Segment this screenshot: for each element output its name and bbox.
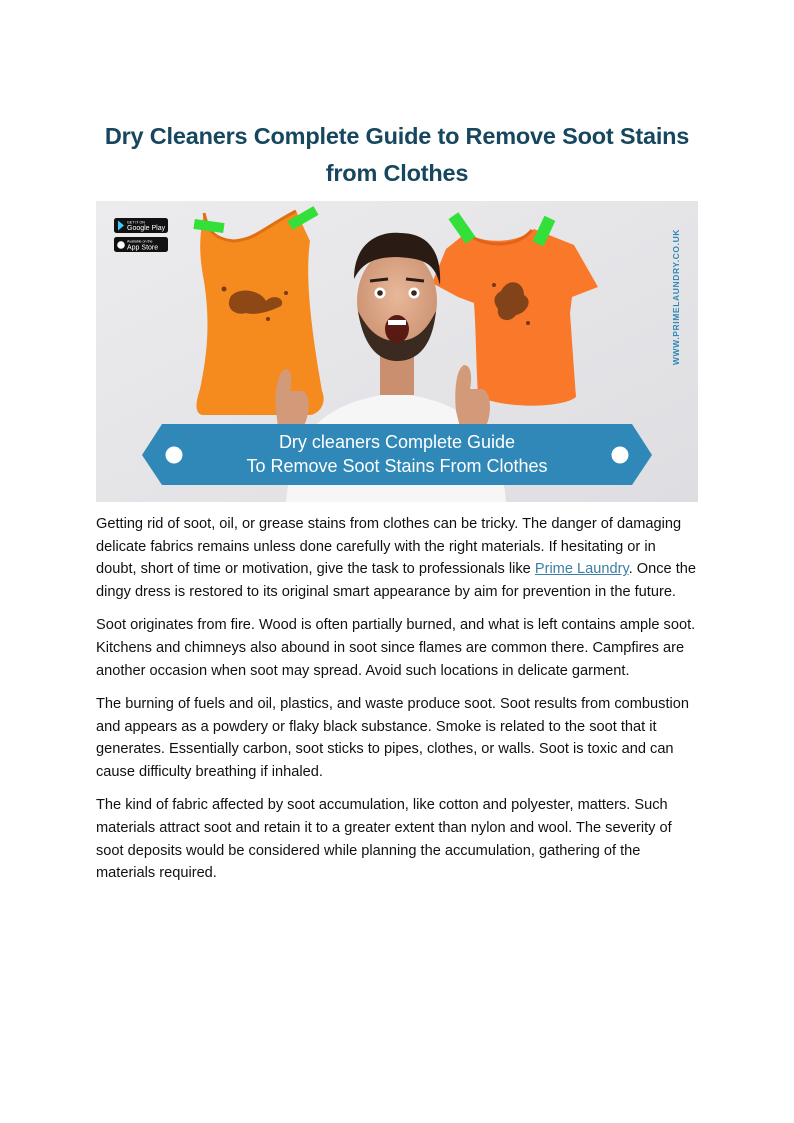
page-title: Dry Cleaners Complete Guide to Remove Soot Stains from Clothes <box>104 123 690 186</box>
banner-line-2: To Remove Soot Stains From Clothes <box>246 456 548 476</box>
paragraph-1-text-end: . Once the dingy dress is restored to its original smart appearance by aim for prevention in the future. <box>96 561 697 601</box>
banner-line-1: Dry cleaners Complete Guide <box>278 432 516 452</box>
article-body <box>96 513 698 896</box>
app-store-text: App Store <box>127 244 159 252</box>
title-banner <box>142 424 652 485</box>
website-text: WWW.PRIMELAUNDRY.CO.UK <box>671 228 681 366</box>
google-play-text: Google Play <box>127 225 166 232</box>
paragraph-3: The burning of fuels and oil, plastics, and waste produce soot. Soot results from combustion and appears as a powdery or flaky black substance. Smoke is related to the soot that it generates. Essentially carbon, soot sticks to pipes, clothes, or walls. Soot is toxic and can cause difficulty breathing if inhaled. <box>96 695 689 781</box>
google-play-small-text: GET IT ON <box>127 220 145 225</box>
app-store-badge[interactable] <box>114 237 168 252</box>
prime-laundry-link[interactable]: Prime Laundry <box>534 561 629 578</box>
paragraph-4: The kind of fabric affected by soot accumulation, like cotton and polyester, matters. Such materials attract soot and retain it to a greater extent than nylon and wool. The severity of soot deposits would be considered while planning the accumulation, gathering of the materials required. <box>96 797 672 882</box>
paragraph-1 <box>96 513 698 604</box>
apple-icon <box>117 241 125 249</box>
orange-tank-top <box>197 211 324 415</box>
app-store-small-text: Available on the <box>127 239 153 244</box>
google-play-badge[interactable] <box>114 218 168 233</box>
paragraph-2: Soot originates from fire. Wood is often partially burned, and what is left contains ample soot. Kitchens and chimneys also abound in soot since flames are common there. Campfires are another occasion when soot may spread. Avoid such locations in delicate garment. <box>96 617 696 679</box>
paragraph-1-text: Getting rid of soot, oil, or grease stains from clothes can be tricky. The danger of damaging delicate fabrics remains unless done carefully with the right materials. If hesitating or in doubt, short of time or motivation, give the task to professionals like <box>96 516 682 578</box>
hero-image <box>96 201 698 502</box>
